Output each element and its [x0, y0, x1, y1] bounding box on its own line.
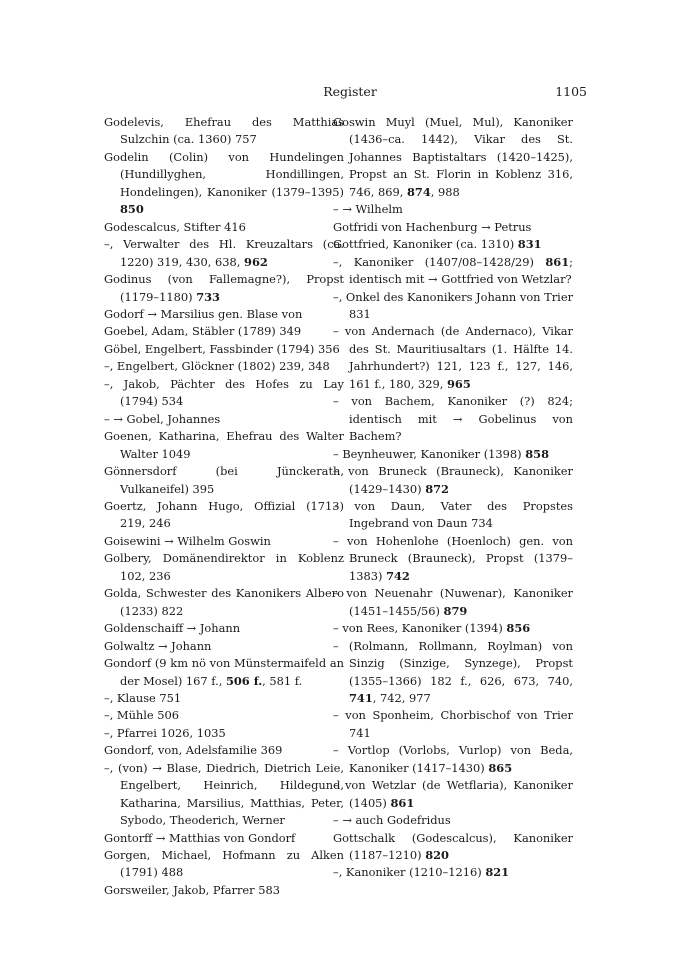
index-entry: Golwaltz → Johann	[104, 638, 212, 653]
index-column-right	[333, 114, 573, 882]
index-entry: Goisewini → Wilhelm Goswin	[104, 533, 271, 548]
index-entry: Gotfridi von Hachenburg → Petrus	[333, 219, 532, 234]
index-entry: Gorsweiler, Jakob, Pfarrer 583	[104, 882, 280, 897]
index-entry: Godescalcus, Stifter 416	[104, 219, 246, 234]
index-entry: Gontorff → Matthias von Gondorf	[104, 830, 296, 845]
index-entry: – (Rolmann, Rollmann, Roylman) von Sinzig (Sinzige, Synzege), Propst (1355–1366) 182 f., 626, 673, 740, 741, 742, 977	[333, 638, 573, 705]
index-entry: Gorgen, Michael, Hofmann zu Alken (1791) 488	[104, 848, 344, 880]
index-entry: Goertz, Johann Hugo, Offizial (1713) 219, 246	[104, 498, 344, 531]
index-entry: Golda, Schwester des Kanonikers Albero (1233) 822	[104, 586, 344, 618]
index-entry: Godorf → Marsilius gen. Blase von	[104, 306, 303, 321]
index-entry: Golbery, Domänendirektor in Koblenz 102, 236	[104, 551, 344, 583]
index-column-left	[104, 114, 344, 899]
index-entry: –, Kanoniker (1407/08–1428/29) 861; identisch mit → Gottfried von Wetzlar?	[333, 254, 573, 287]
index-entry: – → auch Godefridus	[333, 813, 451, 828]
index-entry: Gottschalk (Godescalcus), Kanoniker (1187–1210) 820	[333, 830, 573, 863]
index-entry: Göbel, Engelbert, Fassbinder (1794) 356	[104, 341, 340, 356]
index-entry: Gottfried, Kanoniker (ca. 1310) 831	[333, 237, 542, 252]
index-entry: Goldenschaiff → Johann	[104, 621, 241, 636]
page-number: 1105	[555, 84, 587, 99]
index-entry: – Beynheuwer, Kanoniker (1398) 858	[333, 446, 549, 461]
index-entry: – Vortlop (Vorlobs, Vurlop) von Beda, Kanoniker (1417–1430) 865	[333, 743, 573, 775]
index-entry: Godelin (Colin) von Hundelingen (Hundillyghen, Hondillingen, Hondelingen), Kanoniker (1379–1395) 850	[104, 149, 344, 217]
index-entry: – von Rees, Kanoniker (1394) 856	[333, 621, 531, 636]
index-entry: –, Pfarrei 1026, 1035	[104, 725, 226, 740]
index-entry: – von Daun, Vater des Propstes Ingebrand von Daun 734	[333, 498, 573, 531]
index-entry: –, Onkel des Kanonikers Johann von Trier 831	[333, 289, 574, 321]
index-entry: –, Engelbert, Glöckner (1802) 239, 348	[104, 359, 330, 374]
index-entry: –, Mühle 506	[104, 708, 180, 723]
index-entry: –, (von) → Blase, Diedrich, Dietrich Leie, Engelbert, Heinrich, Hildegund, Katharina, Marsilius, Matthias, Peter, Sybodo, Theoderich, Werner	[104, 760, 344, 828]
index-entry: Gönnersdorf (bei Jünckerath, Vulkaneifel) 395	[104, 464, 344, 496]
index-entry: – → Wilhelm	[333, 202, 403, 217]
index-entry: – von Hohenlohe (Hoenloch) gen. von Bruneck (Brauneck), Propst (1379–1383) 742	[333, 533, 573, 583]
index-entry: – von Bachem, Kanoniker (?) 824; identisch mit → Gobelinus von Bachem?	[333, 394, 573, 444]
index-entry: – → Gobel, Johannes	[104, 411, 221, 426]
index-entry: –, Verwalter des Hl. Kreuzaltars (ca. 1220) 319, 430, 638, 962	[104, 237, 344, 269]
index-entry: Godinus (von Fallemagne?), Propst (1179–1180) 733	[104, 272, 344, 304]
index-entry: –, Klause 751	[104, 690, 182, 705]
index-entry: Goswin Muyl (Muel, Mul), Kanoniker (1436–ca. 1442), Vikar des St. Johannes Baptistaltars (1420–1425), Propst an St. Florin in Koblenz 316, 746, 869, 874, 988	[333, 115, 573, 199]
index-entry: Gondorf, von, Adelsfamilie 369	[104, 743, 283, 758]
index-entry: – von Sponheim, Chorbischof von Trier 741	[333, 708, 573, 740]
index-entry: Godelevis, Ehefrau des Matthias Sulzchin (ca. 1360) 757	[104, 115, 344, 147]
running-header: Register	[323, 84, 377, 99]
index-entry: Goebel, Adam, Stäbler (1789) 349	[104, 324, 302, 339]
index-entry: – von Andernach (de Andernaco), Vikar des St. Mauritiusaltars (1. Hälfte 14. Jahrhundert?) 121, 123 f., 127, 146, 161 f., 180, 329, 965	[333, 324, 573, 391]
index-entry: – von Bruneck (Brauneck), Kanoniker (1429–1430) 872	[333, 464, 573, 496]
index-entry: –, Jakob, Pächter des Hofes zu Lay (1794) 534	[104, 376, 344, 409]
index-entry: Goenen, Katharina, Ehefrau des Walter Walter 1049	[104, 429, 344, 461]
index-entry: – von Wetzlar (de Wetflaria), Kanoniker (1405) 861	[333, 778, 573, 810]
index-entry: – von Neuenahr (Nuwenar), Kanoniker (1451–1455/56) 879	[333, 586, 573, 618]
index-entry: –, Kanoniker (1210–1216) 821	[333, 865, 510, 880]
index-entry: Gondorf (9 km nö von Münstermaifeld an der Mosel) 167 f., 506 f., 581 f.	[104, 656, 344, 688]
